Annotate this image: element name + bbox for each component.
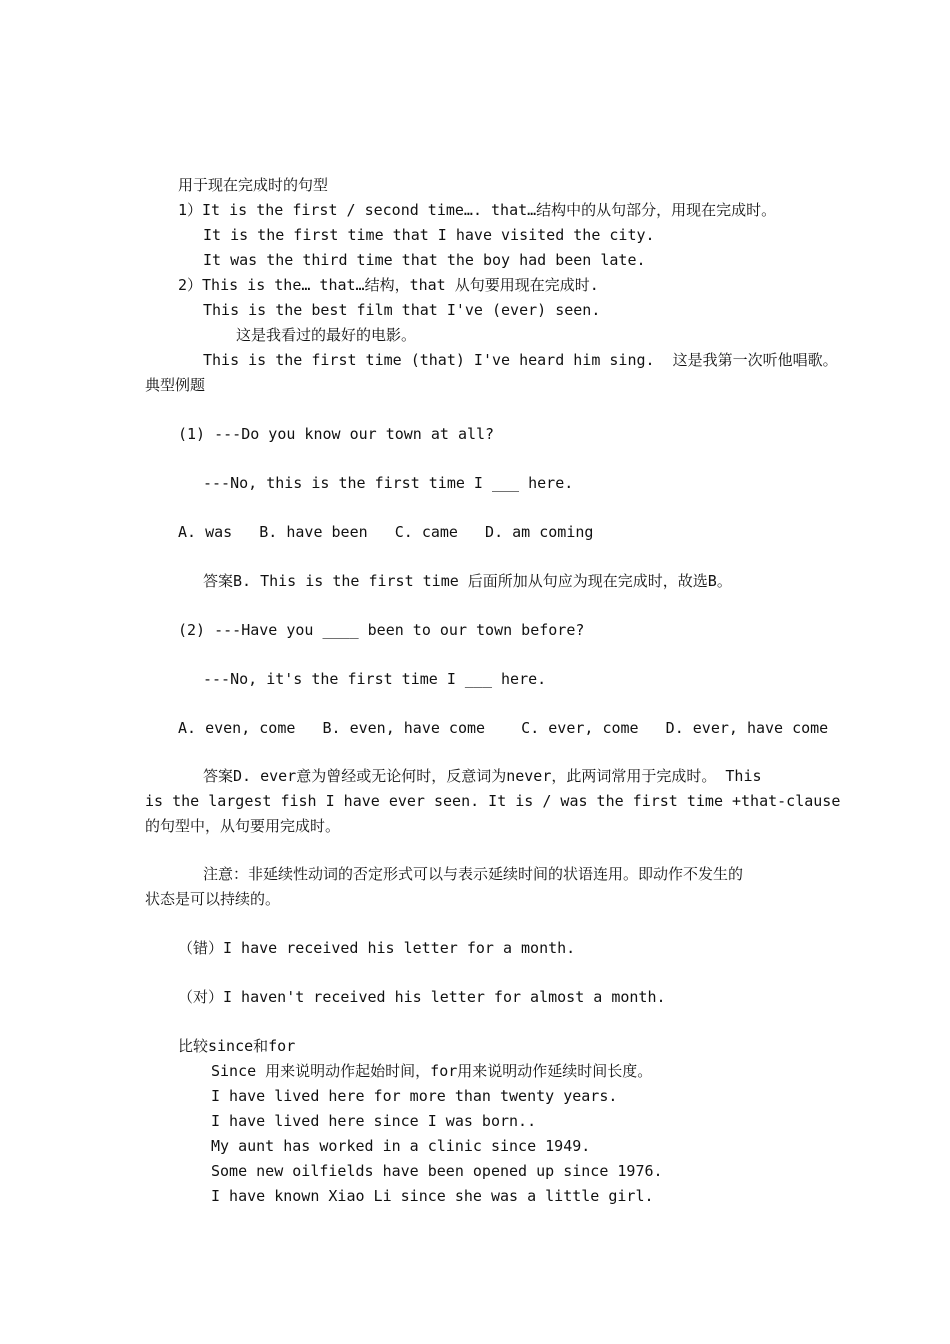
question-2-answer-line-3: 的句型中，从句要用完成时。 [145,817,341,835]
question-1-answer: 答案B. This is the first time 后面所加从句应为现在完成时，故选B。 [203,572,732,590]
rule-2-example-1: This is the best film that I've (ever) seen. [203,301,601,319]
question-2-options: A. even, come B. even, have come C. ever, come D. ever, have come [178,719,829,737]
compare-example: I have lived here since I was born.. [211,1112,537,1130]
rule-1-example-1: It is the first time that I have visited the city. [203,226,655,244]
compare-title: 比较since和for [178,1037,296,1055]
compare-example: My aunt has worked in a clinic since 1949. [211,1137,591,1155]
note-line-1: 注意：非延续性动词的否定形式可以与表示延续时间的状语连用。即动作不发生的 [203,865,744,883]
question-1-line-1: (1) ---Do you know our town at all? [178,425,495,443]
question-2-line-1: (2) ---Have you ____ been to our town before? [178,621,585,639]
compare-example: I have known Xiao Li since she was a little girl. [211,1187,654,1205]
rule-2-example-2: This is the first time (that) I've heard him sing. 这是我第一次听他唱歌。 [203,351,838,369]
right-example: （对）I haven't received his letter for almost a month. [178,988,666,1006]
question-2-line-2: ---No, it's the first time I ___ here. [203,670,547,688]
section-title: 用于现在完成时的句型 [178,176,329,194]
examples-heading: 典型例题 [145,376,206,394]
question-1-options: A. was B. have been C. came D. am coming [178,523,594,541]
question-1-line-2: ---No, this is the first time I ___ here. [203,474,574,492]
question-2-answer-line-1: 答案D. ever意为曾经或无论何时，反意词为never，此两词常用于完成时。 This [203,767,762,785]
rule-1: 1）It is the first / second time…. that…结构中的从句部分，用现在完成时。 [178,201,777,219]
compare-description: Since 用来说明动作起始时间，for用来说明动作延续时间长度。 [211,1062,653,1080]
compare-example: Some new oilfields have been opened up since 1976. [211,1162,663,1180]
note-line-2: 状态是可以持续的。 [145,890,281,908]
rule-2: 2）This is the… that…结构，that 从句要用现在完成时. [178,276,599,294]
rule-2-example-1-translation: 这是我看过的最好的电影。 [236,326,417,344]
wrong-example: （错）I have received his letter for a month. [178,939,576,957]
compare-example: I have lived here for more than twenty years. [211,1087,618,1105]
rule-1-example-2: It was the third time that the boy had been late. [203,251,646,269]
question-2-answer-line-2: is the largest fish I have ever seen. It is / was the first time +that-clause [145,792,841,810]
